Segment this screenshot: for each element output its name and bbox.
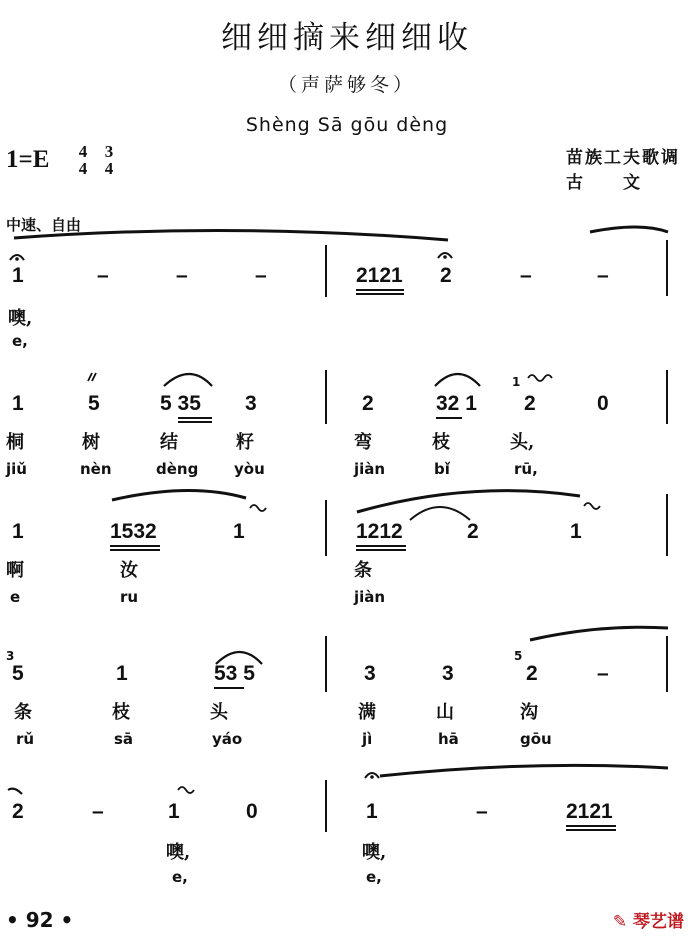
lyric: 桐 (6, 432, 24, 453)
fermata-dot (370, 775, 374, 779)
pinyin: rū, (514, 460, 538, 478)
beam-underline (566, 829, 616, 831)
note: 1 (570, 520, 582, 543)
lyric: 啊 (6, 560, 24, 581)
beam-underline (436, 417, 462, 419)
pinyin: yáo (212, 730, 243, 748)
bar-line (666, 636, 668, 692)
note: 1 (168, 800, 180, 823)
pinyin: jiǔ (6, 460, 27, 478)
grace-note: 1 (512, 375, 521, 389)
rest: 0 (246, 800, 258, 823)
pinyin: dèng (156, 460, 199, 478)
lyric: 噢, (8, 308, 33, 329)
lyric: 籽 (236, 432, 254, 453)
bar-line (325, 636, 327, 692)
song-title: 细细摘来细细收 (221, 20, 473, 56)
tie-in (8, 789, 22, 794)
beam-underline (110, 545, 160, 547)
dash: – (520, 264, 532, 287)
time-sig-bottom: 4 (104, 159, 114, 178)
page-number: • 92 • (6, 908, 74, 932)
phrase-slur (530, 627, 668, 640)
fermata-dot (15, 257, 19, 261)
note-group: 2121 (356, 264, 403, 287)
pinyin: yòu (234, 460, 265, 478)
trill-icon (528, 375, 552, 381)
note: 2 (362, 392, 374, 415)
lyric: 弯 (354, 432, 372, 453)
lyric: 噢, (362, 842, 387, 863)
pinyin: ru (120, 588, 139, 606)
beam-underline (566, 825, 616, 827)
note: 2 (467, 520, 479, 543)
pinyin: e (10, 588, 21, 606)
beam-underline (356, 549, 406, 551)
pinyin: rǔ (16, 730, 35, 748)
bar-line (666, 240, 668, 296)
song-subtitle: （声萨够冬） (277, 74, 416, 96)
pinyin: nèn (80, 460, 112, 478)
note: 5 (88, 392, 100, 415)
author-credit: 古 文 (566, 173, 642, 193)
note: 1 (12, 520, 24, 543)
lyric: 枝 (432, 432, 450, 453)
dash: – (597, 662, 609, 685)
grace-note: 3 (6, 649, 15, 663)
note: 2 (12, 800, 24, 823)
note: 5 (12, 662, 24, 685)
bar-line (325, 245, 327, 297)
note-group: 2121 (566, 800, 613, 823)
note: 3 (245, 392, 257, 415)
beam-underline (178, 421, 212, 423)
pinyin: e, (366, 868, 382, 886)
slur (164, 374, 212, 386)
dash: – (476, 800, 488, 823)
note-group: 5 35 (160, 392, 201, 415)
bar-line (325, 370, 327, 424)
lyric: 满 (358, 702, 376, 723)
pinyin: e, (172, 868, 188, 886)
note: 1 (12, 264, 24, 287)
lyric: 山 (436, 702, 454, 723)
note: 1 (366, 800, 378, 823)
lyric: 头, (510, 432, 535, 453)
slur (410, 507, 470, 520)
dash: – (92, 800, 104, 823)
time-sig-bottom: 4 (78, 159, 88, 178)
note: 1 (116, 662, 128, 685)
pinyin: jiàn (354, 588, 386, 606)
lyric: 沟 (520, 702, 538, 723)
time-sig-top: 4 (78, 142, 88, 161)
time-sig-top: 3 (104, 142, 114, 161)
note-group: 32 1 (436, 392, 477, 415)
phrase-slur (357, 491, 580, 512)
note: 3 (442, 662, 454, 685)
beam-underline (356, 289, 404, 291)
fermata-dot (443, 255, 447, 259)
key-signature: 1=E (6, 146, 50, 173)
bar-line (666, 494, 668, 556)
music-note-icon: ✎ (612, 912, 628, 932)
dash: – (176, 264, 188, 287)
lyric: 汝 (120, 560, 138, 581)
lyric: 条 (14, 702, 32, 723)
note: 1 (233, 520, 245, 543)
note-group: 1212 (356, 520, 403, 543)
pinyin-title: Shèng Sā gōu dèng (245, 114, 449, 136)
bar-line (666, 370, 668, 424)
dash: – (597, 264, 609, 287)
note: 2 (524, 392, 536, 415)
pinyin: jì (362, 730, 373, 748)
phrase-slur (14, 230, 448, 240)
beam-underline (356, 545, 406, 547)
pinyin: bǐ (434, 460, 450, 478)
grace-note: 5 (514, 649, 523, 663)
pinyin: gōu (520, 730, 552, 748)
beam-underline (178, 417, 212, 419)
note: 3 (364, 662, 376, 685)
phrase-slur (590, 227, 668, 232)
pinyin: jiàn (354, 460, 386, 478)
watermark-logo (613, 907, 684, 932)
lyric: 噢, (166, 842, 191, 863)
pinyin: hā (438, 730, 459, 748)
note: 2 (440, 264, 452, 287)
note-group: 1532 (110, 520, 157, 543)
trill-icon (178, 787, 194, 793)
bar-line (325, 780, 327, 832)
bar-line (325, 500, 327, 556)
beam-underline (110, 549, 160, 551)
accent-icon (88, 373, 96, 381)
watermark-text: 琴艺谱 (633, 912, 684, 932)
pinyin: e, (12, 332, 28, 350)
note-group: 53 5 (214, 662, 255, 685)
note: 2 (526, 662, 538, 685)
dash: – (255, 264, 267, 287)
lyric: 头 (210, 702, 228, 723)
rest: 0 (597, 392, 609, 415)
slur (435, 374, 480, 386)
beam-underline (356, 293, 404, 295)
phrase-slur (380, 765, 668, 776)
trill-icon (584, 503, 600, 509)
tempo-marking: 中速、自由 (6, 216, 82, 234)
note: 1 (12, 392, 24, 415)
phrase-slur (112, 490, 246, 500)
dash: – (97, 264, 109, 287)
lyric: 树 (82, 432, 100, 453)
lyric: 结 (160, 432, 178, 453)
trill-icon (250, 505, 266, 511)
lyric: 条 (354, 560, 372, 581)
lyric: 枝 (112, 702, 130, 723)
genre-credit: 苗族工夫歌调 (566, 148, 680, 168)
beam-underline (214, 687, 244, 689)
pinyin: sā (114, 730, 134, 748)
